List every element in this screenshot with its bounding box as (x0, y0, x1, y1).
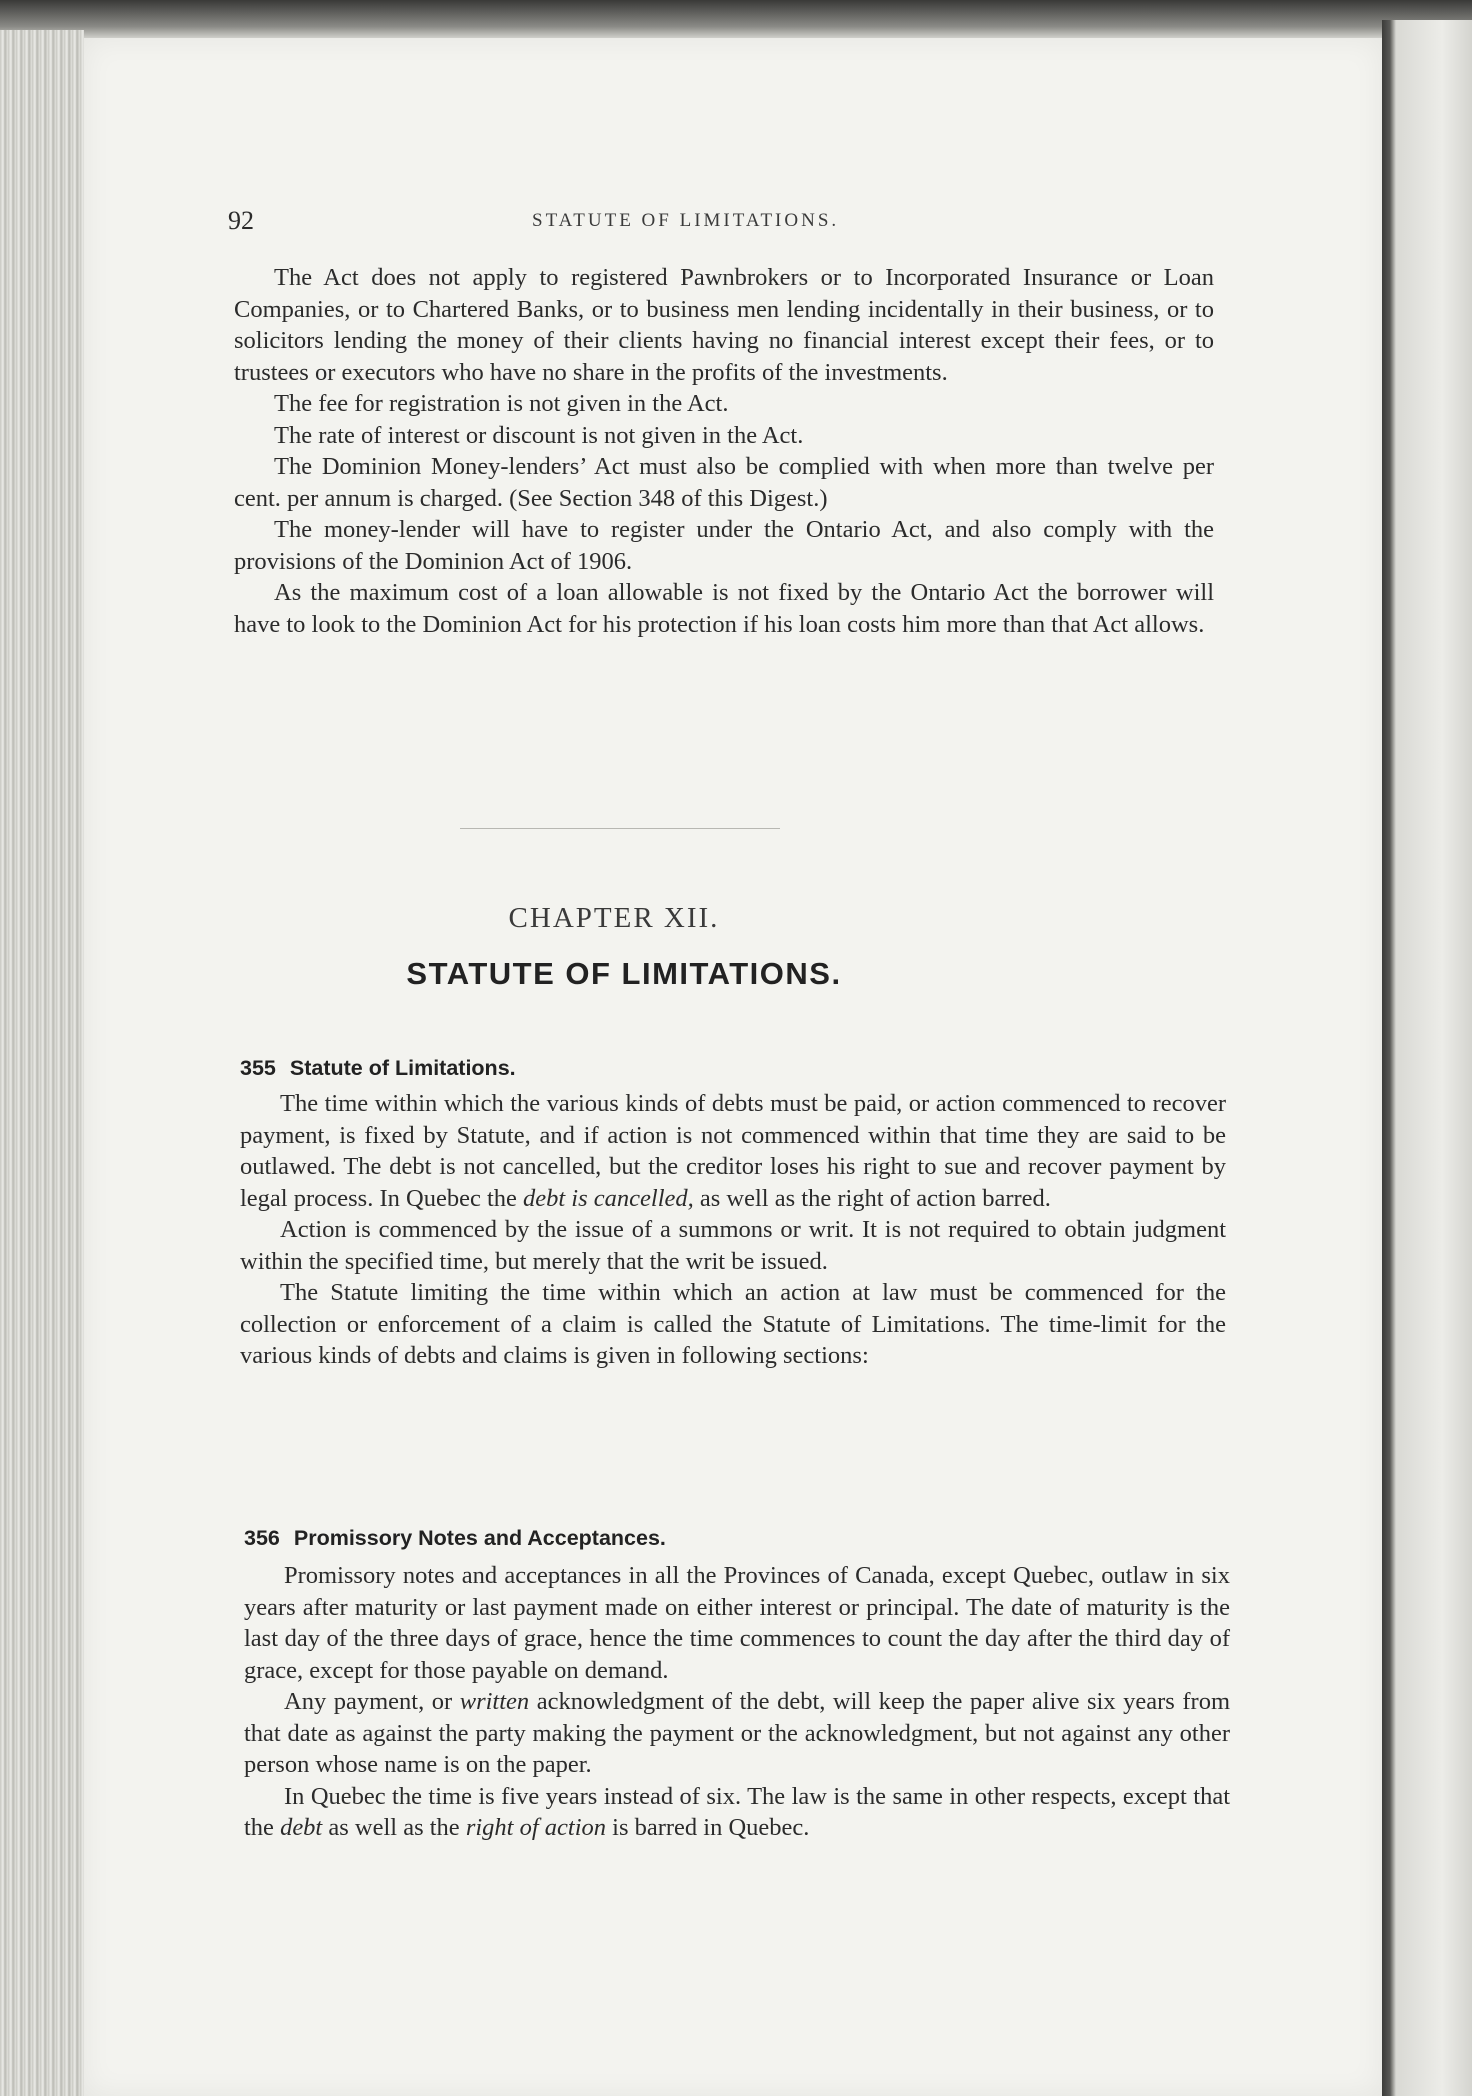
section-356-text (244, 1560, 1230, 1844)
chapter-number: CHAPTER XII. (508, 902, 720, 934)
book-gutter (1382, 20, 1472, 2096)
book-page (84, 38, 1382, 2096)
intro-paragraph-1: The Act does not apply to registered Pawnbrokers or to Incorporated Insurance or Loan Companies, or to Chartered Banks, or to business men lending incidentally in their business, or to solicitors lending the money of their clients having no financial interest except their fees, or to trustees or executors who have no share in the profits of the investments. (234, 264, 1214, 386)
section-355-paragraph-1: The time within which the various kinds of debts must be paid, or action commenced to recover payment, is fixed by Statute, and if action is not commenced within that time they are said to be outlawed. The debt is not cancelled, but the creditor loses his right to sue and recover payment by legal process. In Quebec the debt is cancelled, as well as the right of action barred. (240, 1090, 1226, 1212)
section-355-heading (240, 1056, 516, 1081)
section-356-paragraph-3: In Quebec the time is five years instead of six. The law is the same in other respects, except that the debt as well as the right of action is barred in Quebec. (244, 1782, 1230, 1841)
intro-paragraph-6: As the maximum cost of a loan allowable is not fixed by the Ontario Act the borrower will have to look to the Dominion Act for his protection if his loan costs him more than that Act allows. (234, 579, 1214, 638)
page-number: 92 (228, 206, 254, 235)
section-356-paragraph-2: Any payment, or written acknowledgment of the debt, will keep the paper alive six years from that date as against the party making the payment or the acknowledgment, but not against any other person whose name is on the paper. (244, 1688, 1230, 1778)
section-356-title: Promissory Notes and Acceptances. (293, 1526, 666, 1550)
intro-paragraph-4: The Dominion Money-lenders’ Act must also be complied with when more than twelve per cent. per annum is charged. (See Section 348 of this Digest.) (234, 453, 1214, 512)
intro-paragraph-3: The rate of interest or discount is not given in the Act. (274, 421, 804, 449)
chapter-title: STATUTE OF LIMITATIONS. (406, 956, 842, 991)
intro-paragraph-5: The money-lender will have to register under the Ontario Act, and also comply with the provisions of the Dominion Act of 1906. (234, 516, 1214, 575)
intro-text (234, 262, 1214, 640)
intro-paragraph-2: The fee for registration is not given in the Act. (274, 390, 729, 417)
section-356-number: 356 (244, 1526, 280, 1550)
section-355-number: 355 (240, 1056, 276, 1080)
scan-top-shadow (0, 0, 1472, 38)
running-head: STATUTE OF LIMITATIONS. (532, 210, 840, 231)
section-divider (460, 828, 780, 829)
section-355-title: Statute of Limitations. (289, 1056, 516, 1080)
book-page-edges (0, 30, 84, 2096)
section-355-paragraph-2: Action is commenced by the issue of a summons or writ. It is not required to obtain judgment within the specified time, but merely that the writ be issued. (240, 1216, 1226, 1275)
section-355-paragraph-3: The Statute limiting the time within which an action at law must be commenced for the collection or enforcement of a claim is called the Statute of Limitations. The time-limit for the various kinds of debts and claims is given in following sections: (240, 1279, 1226, 1369)
section-356-paragraph-1: Promissory notes and acceptances in all the Provinces of Canada, except Quebec, outlaw in six years after maturity or last payment made on either interest or principal. The date of maturity is the last day of the three days of grace, hence the time commences to count the day after the third day of grace, except for those payable on demand. (244, 1562, 1230, 1684)
section-355-text (240, 1088, 1226, 1372)
section-356-heading (244, 1526, 666, 1551)
